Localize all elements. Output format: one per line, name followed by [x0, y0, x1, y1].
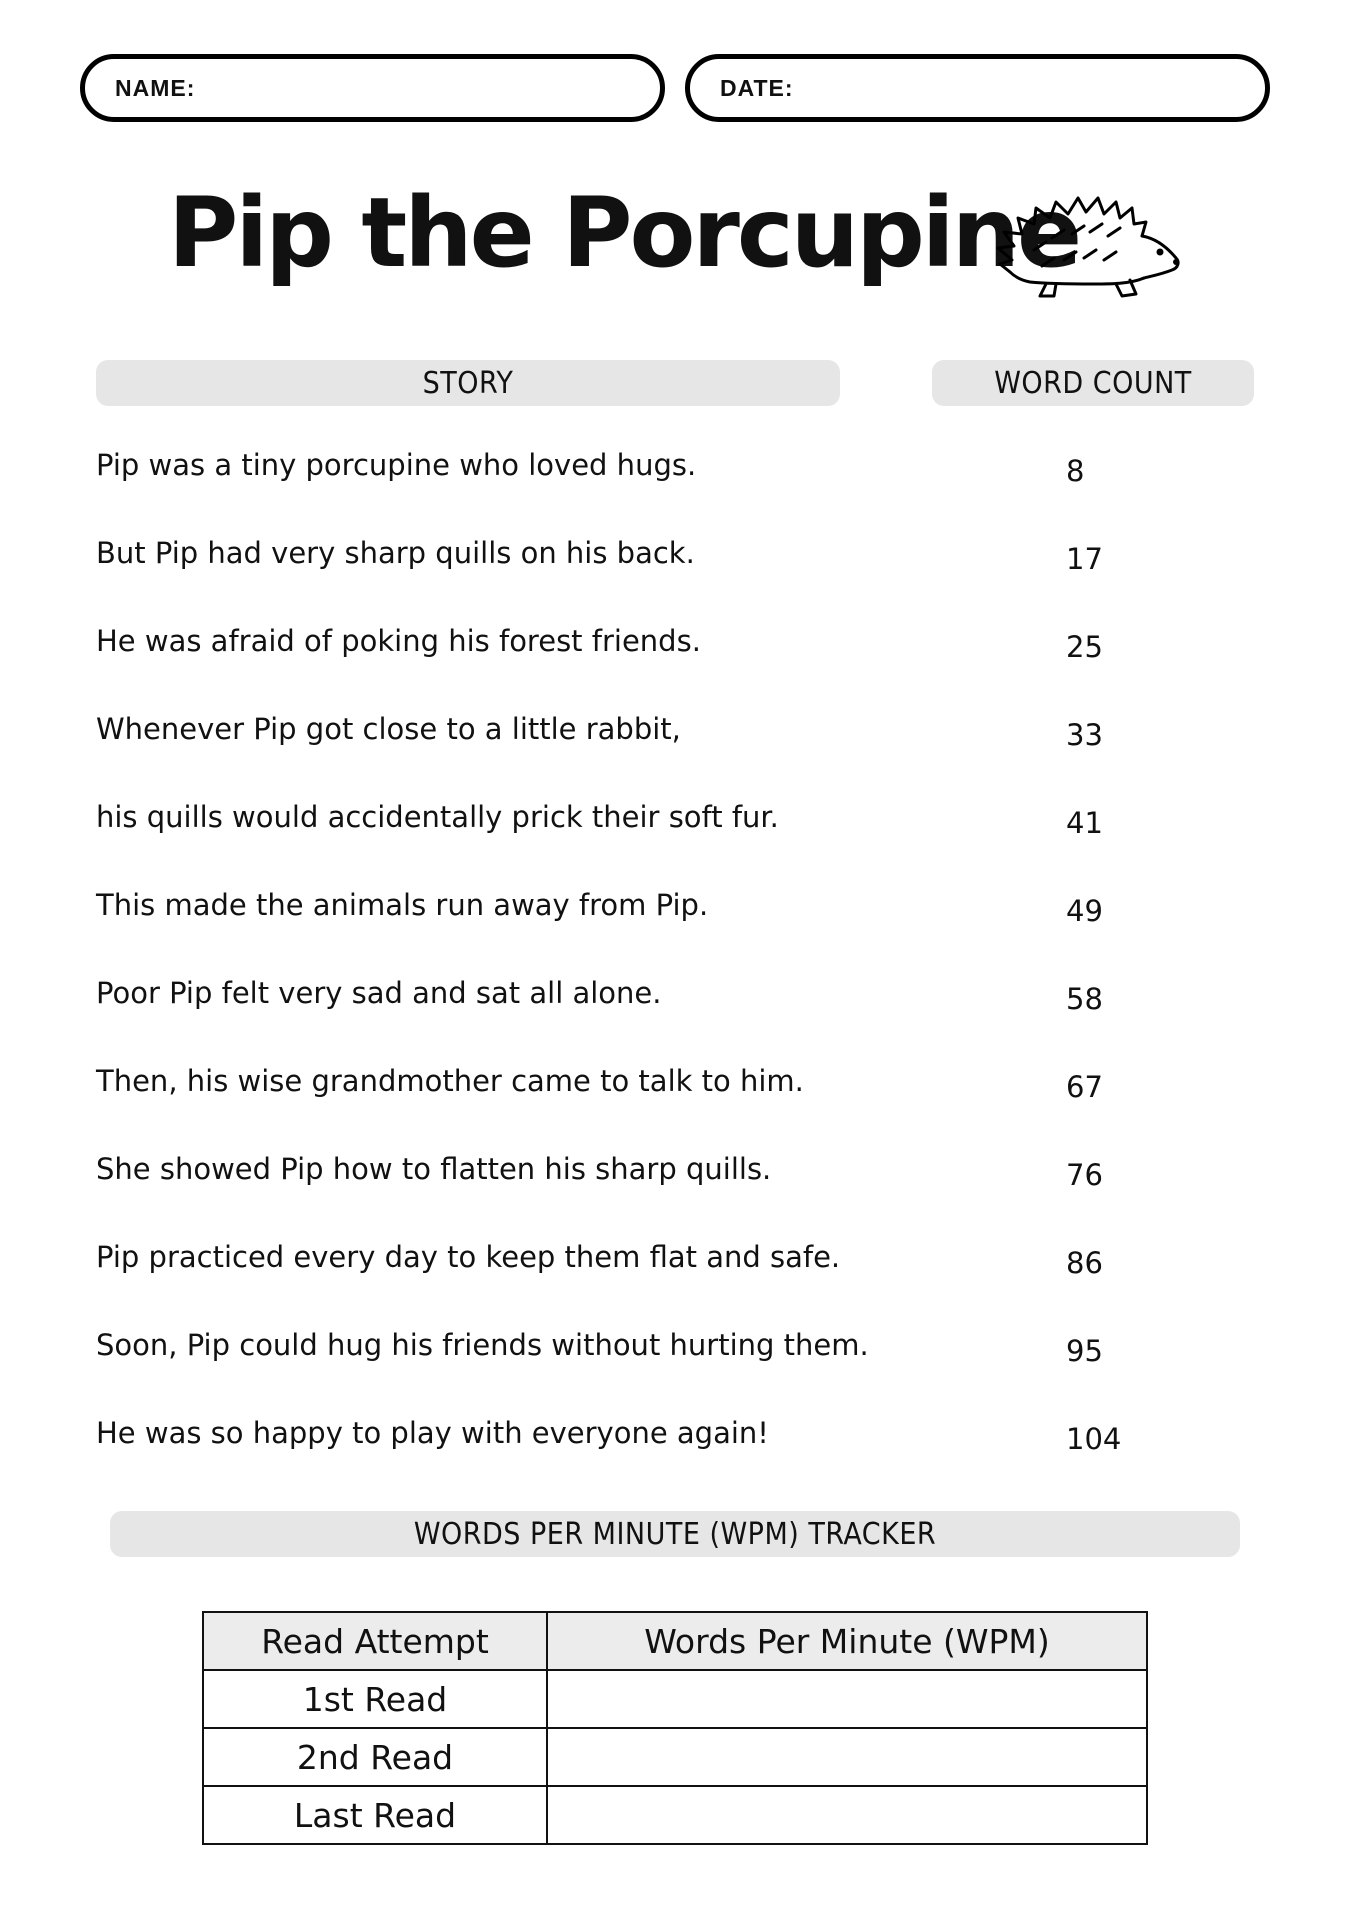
word-count-header	[932, 360, 1254, 406]
story-row	[96, 1152, 1276, 1202]
wpm-input-cell[interactable]	[547, 1786, 1147, 1844]
read-attempt-cell: 2nd Read	[203, 1728, 547, 1786]
wpm-input-cell[interactable]	[547, 1670, 1147, 1728]
name-field[interactable]	[80, 54, 665, 122]
story-row	[96, 624, 1276, 674]
story-row	[96, 1240, 1276, 1290]
word-count-header-label: WORD COUNT	[994, 365, 1192, 401]
story-header-label: STORY	[422, 365, 514, 401]
name-label: NAME:	[115, 74, 196, 101]
word-count: 25	[1066, 630, 1103, 664]
read-attempt-cell: Last Read	[203, 1786, 547, 1844]
date-field[interactable]	[685, 54, 1270, 122]
story-sentence: Then, his wise grandmother came to talk to him.	[96, 1064, 804, 1098]
read-attempt-cell: 1st Read	[203, 1670, 547, 1728]
table-row	[203, 1728, 1147, 1786]
word-count: 58	[1066, 982, 1103, 1016]
story-sentence: This made the animals run away from Pip.	[96, 888, 709, 922]
read-attempt-header: Read Attempt	[203, 1612, 547, 1670]
story-row	[96, 976, 1276, 1026]
story-sentence: Pip was a tiny porcupine who loved hugs.	[96, 448, 697, 482]
porcupine-icon	[990, 180, 1190, 305]
wpm-input-cell[interactable]	[547, 1728, 1147, 1786]
story-sentence: Pip practiced every day to keep them flat and safe.	[96, 1240, 841, 1274]
word-count: 76	[1066, 1158, 1103, 1192]
story-header	[96, 360, 840, 406]
story-sentence: Poor Pip felt very sad and sat all alone.	[96, 976, 662, 1010]
story-row	[96, 800, 1276, 850]
word-count: 33	[1066, 718, 1103, 752]
wpm-header-cell: Words Per Minute (WPM)	[547, 1612, 1147, 1670]
story-row	[96, 536, 1276, 586]
wpm-tracker-header	[110, 1511, 1240, 1557]
word-count: 41	[1066, 806, 1103, 840]
table-row	[203, 1670, 1147, 1728]
story-row	[96, 448, 1276, 498]
story-sentence: his quills would accidentally prick their soft fur.	[96, 800, 779, 834]
story-row	[96, 1064, 1276, 1114]
word-count: 104	[1066, 1422, 1122, 1456]
story-sentence: He was so happy to play with everyone again!	[96, 1416, 769, 1450]
word-count: 17	[1066, 542, 1103, 576]
word-count: 49	[1066, 894, 1103, 928]
story-row	[96, 1416, 1276, 1466]
page-title: Pip the Porcupine	[168, 177, 1080, 289]
story-sentence: Whenever Pip got close to a little rabbit,	[96, 712, 681, 746]
word-count: 86	[1066, 1246, 1103, 1280]
word-count: 95	[1066, 1334, 1103, 1368]
wpm-table-header-row	[203, 1612, 1147, 1670]
wpm-tracker-title: WORDS PER MINUTE (WPM) TRACKER	[413, 1516, 937, 1552]
story-sentence: But Pip had very sharp quills on his back.	[96, 536, 695, 570]
story-row	[96, 1328, 1276, 1378]
date-label: DATE:	[720, 74, 794, 101]
table-row	[203, 1786, 1147, 1844]
wpm-table	[202, 1611, 1148, 1845]
story-row	[96, 712, 1276, 762]
story-sentence: Soon, Pip could hug his friends without hurting them.	[96, 1328, 869, 1362]
story-row	[96, 888, 1276, 938]
word-count: 67	[1066, 1070, 1103, 1104]
story-sentence: He was afraid of poking his forest friends.	[96, 624, 701, 658]
word-count: 8	[1066, 454, 1085, 488]
story-sentence: She showed Pip how to flatten his sharp quills.	[96, 1152, 772, 1186]
